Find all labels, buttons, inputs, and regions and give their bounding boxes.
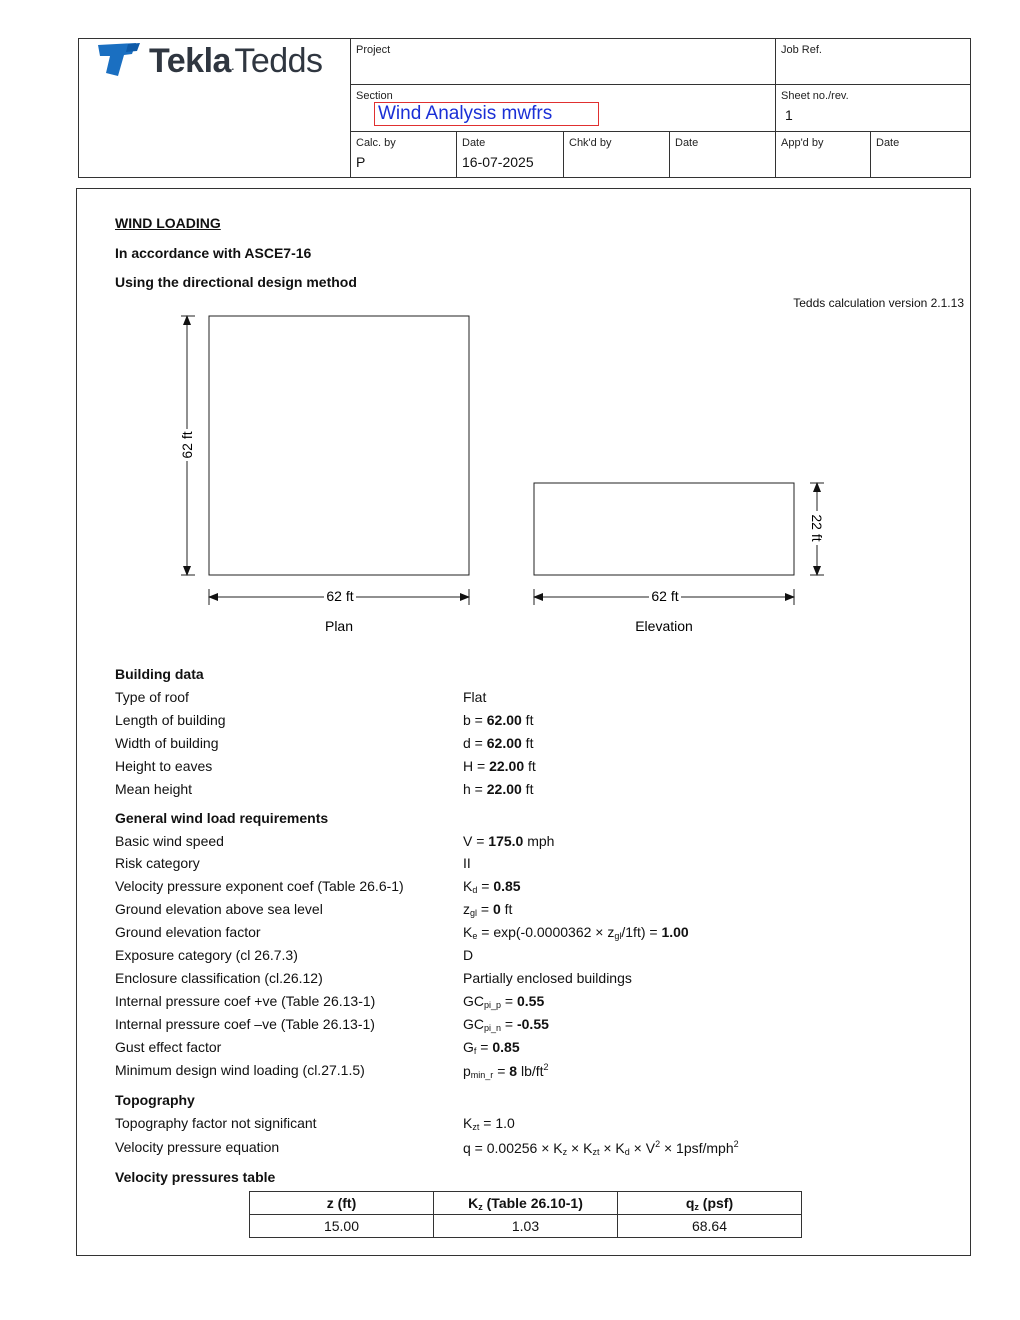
- eaves-unit: ft: [524, 758, 536, 774]
- kd-subscript: d: [472, 885, 478, 895]
- page-title: WIND LOADING: [115, 215, 221, 231]
- cell-z: 15.00: [250, 1215, 434, 1238]
- eq-part-4: × V: [629, 1140, 656, 1156]
- eq-sup-1: 2: [655, 1139, 661, 1149]
- col-qz-subscript: z: [694, 1201, 699, 1212]
- length-unit: ft: [521, 712, 534, 728]
- logo-area: [79, 39, 351, 177]
- speed-unit: mph: [523, 833, 555, 849]
- date3-label: Date: [876, 137, 900, 149]
- length-label: Length of building: [115, 712, 226, 728]
- zg-equals: =: [477, 901, 493, 917]
- pmin-equals: =: [493, 1063, 510, 1079]
- mean-height-value: [463, 781, 533, 797]
- gcpip-number: 0.55: [516, 993, 545, 1009]
- mean-unit: ft: [521, 781, 534, 797]
- logo-separator: .: [230, 57, 235, 73]
- eaves-label: Height to eaves: [115, 758, 213, 774]
- title-block: [78, 38, 971, 178]
- section-value[interactable]: Wind Analysis mwfrs: [374, 102, 599, 126]
- gust-label: Gust effect factor: [115, 1039, 222, 1055]
- col-qz-rest: (psf): [698, 1194, 734, 1211]
- eq-part-5: × 1psf/mph: [660, 1140, 734, 1156]
- elev-height-dim: 22 ft: [809, 514, 825, 542]
- sheet-label: Sheet no./rev.: [781, 90, 849, 102]
- eq-part-3: × K: [599, 1140, 625, 1156]
- width-value: [463, 735, 533, 751]
- zg-symbol: z: [463, 901, 470, 917]
- project-cell: [351, 39, 776, 85]
- sheet-value: 1: [785, 107, 793, 123]
- gcpip-equals: =: [501, 993, 517, 1009]
- calcby-cell: [351, 132, 457, 177]
- width-symbol: d =: [463, 735, 487, 751]
- standard-heading: In accordance with ASCE7-16: [115, 245, 312, 261]
- tekla-logo-icon: [96, 42, 142, 78]
- velocity-pressures-table: [249, 1191, 802, 1238]
- calcby-label: Calc. by: [356, 137, 396, 149]
- eq-part-1: q = 0.00256 × K: [463, 1140, 563, 1156]
- width-number: 62.00: [486, 735, 522, 751]
- date2-label: Date: [675, 137, 699, 149]
- col-kz-symbol: K: [468, 1194, 479, 1211]
- zg-number: 0: [492, 901, 501, 917]
- building-diagram: [77, 189, 970, 649]
- gcpin-equals: =: [501, 1016, 517, 1032]
- gcpin-number: -0.55: [516, 1016, 549, 1032]
- gcpin-symbol: GC: [463, 1016, 484, 1032]
- eq-sub-3: d: [624, 1147, 630, 1157]
- velocity-eq-label: Velocity pressure equation: [115, 1139, 280, 1155]
- appby-label: App'd by: [781, 137, 824, 149]
- enclosure-label: Enclosure classification (cl.26.12): [115, 970, 323, 986]
- elevation-label: Elevation: [635, 618, 693, 634]
- kd-value: [463, 878, 521, 895]
- length-symbol: b =: [463, 712, 487, 728]
- building-data-heading: Building data: [115, 666, 204, 682]
- calcby-value: P: [356, 154, 366, 170]
- gust-symbol: G: [463, 1039, 474, 1055]
- gust-subscript: f: [473, 1046, 477, 1056]
- velocity-table-heading: Velocity pressures table: [115, 1169, 276, 1185]
- chkby-cell: [564, 132, 670, 177]
- pmin-subscript: min_r: [470, 1070, 494, 1080]
- enclosure-value: Partially enclosed buildings: [463, 970, 632, 986]
- plan-height-dim: 62 ft: [179, 431, 195, 459]
- eq-sup-2: 2: [733, 1139, 739, 1149]
- appby-cell: [776, 132, 871, 177]
- kzt-symbol: K: [463, 1115, 473, 1131]
- pmin-unit: lb/ft: [517, 1063, 544, 1079]
- logo-product: Tedds: [234, 42, 323, 80]
- col-kz-subscript: z: [478, 1201, 483, 1212]
- risk-value: II: [463, 855, 471, 871]
- zg-subscript: gl: [470, 908, 478, 918]
- cell-qz: 68.64: [618, 1215, 802, 1238]
- date1-value: 16-07-2025: [462, 154, 534, 170]
- mean-height-label: Mean height: [115, 781, 193, 797]
- pmin-label: Minimum design wind loading (cl.27.1.5): [115, 1062, 365, 1078]
- eaves-symbol: H =: [463, 758, 490, 774]
- mean-number: 22.00: [486, 781, 522, 797]
- ground-elevation-label: Ground elevation above sea level: [115, 901, 323, 917]
- ke-symbol: K: [463, 924, 473, 940]
- calculation-sheet: [76, 188, 971, 1256]
- velocity-eq-value: [463, 1139, 739, 1157]
- date1-cell: [457, 132, 564, 177]
- kzt-label: Topography factor not significant: [115, 1115, 317, 1131]
- col-qz-header: [618, 1192, 802, 1215]
- eaves-number: 22.00: [489, 758, 525, 774]
- plan-label: Plan: [324, 618, 354, 634]
- general-heading: General wind load requirements: [115, 810, 329, 826]
- pmin-number: 8: [509, 1063, 518, 1079]
- exposure-label: Exposure category (cl 26.7.3): [115, 947, 298, 963]
- method-heading: Using the directional design method: [115, 274, 357, 290]
- topography-heading: Topography: [115, 1092, 195, 1108]
- kd-equals: =: [477, 878, 494, 894]
- ke-label: Ground elevation factor: [115, 924, 261, 940]
- speed-symbol: V =: [463, 833, 489, 849]
- ke-subscript: e: [472, 931, 478, 941]
- eq-sub-1: z: [562, 1147, 568, 1157]
- col-kz-header: [434, 1192, 618, 1215]
- pmin-value: [463, 1062, 549, 1080]
- kzt-value: [463, 1115, 515, 1132]
- plan-outline: [209, 316, 469, 575]
- sheet-cell: [776, 85, 970, 132]
- col-qz-symbol: q: [685, 1194, 695, 1211]
- gcpi-neg-label: Internal pressure coef –ve (Table 26.13-1): [115, 1016, 375, 1032]
- mean-symbol: h =: [463, 781, 487, 797]
- wind-speed-label: Basic wind speed: [115, 833, 224, 849]
- eq-part-2: × K: [567, 1140, 593, 1156]
- table-row: [250, 1215, 802, 1238]
- ke-number: 1.00: [661, 924, 689, 940]
- logo-brand: Tekla: [149, 42, 231, 80]
- date1-label: Date: [462, 137, 486, 149]
- eq-sub-2: zt: [592, 1147, 600, 1157]
- plan-width-dim: 62 ft: [326, 588, 354, 604]
- gcpip-symbol: GC: [463, 993, 484, 1009]
- gcpi-neg-value: [463, 1016, 549, 1033]
- kzt-rest: = 1.0: [479, 1115, 515, 1131]
- gcpi-pos-label: Internal pressure coef +ve (Table 26.13-1): [115, 993, 376, 1009]
- gust-equals: =: [476, 1039, 493, 1055]
- roof-type-label: Type of roof: [115, 689, 189, 705]
- gcpi-pos-value: [463, 993, 544, 1010]
- kzt-subscript: zt: [472, 1122, 480, 1132]
- ground-elevation-value: [463, 901, 512, 918]
- date2-cell: [670, 132, 776, 177]
- chkby-label: Chk'd by: [569, 137, 612, 149]
- jobref-cell: [776, 39, 970, 85]
- date3-cell: [871, 132, 970, 177]
- ke-expression-2: /1ft) =: [621, 924, 662, 940]
- gcpin-subscript: pi_n: [484, 1023, 502, 1033]
- elevation-outline: [534, 483, 794, 575]
- section-label: Section: [356, 90, 393, 102]
- speed-number: 175.0: [488, 833, 524, 849]
- width-unit: ft: [521, 735, 534, 751]
- col-z-header: z (ft): [250, 1192, 434, 1215]
- eaves-value: [463, 758, 536, 774]
- pmin-superscript: 2: [543, 1062, 549, 1072]
- version-note: Tedds calculation version 2.1.13: [793, 296, 964, 310]
- table-header-row: [250, 1192, 802, 1215]
- ke-value: [463, 924, 689, 941]
- jobref-label: Job Ref.: [781, 44, 822, 56]
- kd-label: Velocity pressure exponent coef (Table 26.6-1): [115, 878, 404, 894]
- risk-label: Risk category: [115, 855, 200, 871]
- exposure-value: D: [463, 947, 474, 963]
- gcpip-subscript: pi_p: [484, 1000, 502, 1010]
- pmin-symbol: p: [463, 1063, 471, 1079]
- zg-unit: ft: [500, 901, 513, 917]
- gust-number: 0.85: [492, 1039, 520, 1055]
- ke-expression-1: = exp(-0.0000362 × z: [477, 924, 615, 940]
- length-value: [463, 712, 533, 728]
- project-label: Project: [356, 44, 391, 56]
- kd-symbol: K: [463, 878, 473, 894]
- ke-subscript-2: gl: [614, 931, 622, 941]
- cell-kz: 1.03: [434, 1215, 618, 1238]
- roof-type-value: Flat: [463, 689, 487, 705]
- gust-value: [463, 1039, 520, 1056]
- length-number: 62.00: [486, 712, 522, 728]
- col-kz-rest: (Table 26.10-1): [482, 1194, 583, 1211]
- kd-number: 0.85: [493, 878, 521, 894]
- width-label: Width of building: [115, 735, 219, 751]
- wind-speed-value: [463, 833, 554, 849]
- logo-wordmark: [149, 41, 323, 85]
- elev-width-dim: 62 ft: [651, 588, 679, 604]
